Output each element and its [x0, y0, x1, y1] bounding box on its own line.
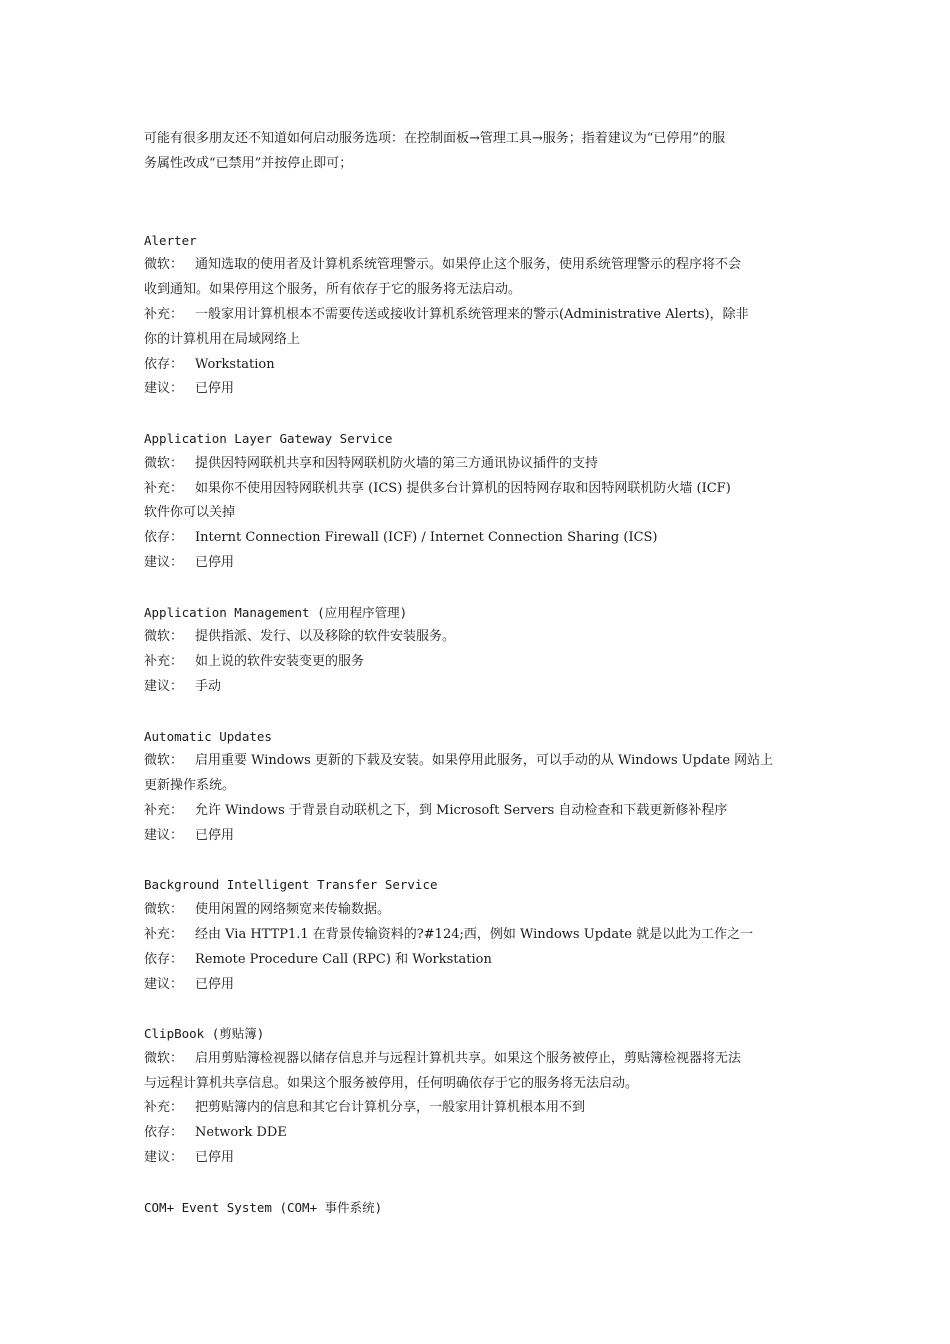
microsoft-description-value: 使用闲置的网络频宽来传输数据。 — [195, 902, 391, 918]
microsoft-description-row — [144, 625, 810, 650]
microsoft-description-label: 微软： — [144, 629, 184, 645]
supplement-row — [144, 799, 810, 824]
microsoft-description-value: 提供因特网联机共享和因特网联机防火墙的第三方通讯协议插件的支持 — [195, 455, 599, 471]
microsoft-description-row — [144, 898, 810, 923]
recommendation-value: 已停用 — [195, 381, 235, 397]
service-name: Automatic Updates — [144, 728, 272, 744]
microsoft-description-row — [144, 749, 810, 774]
supplement-continuation: 你的计算机用在局域网络上 — [144, 331, 301, 347]
supplement-label: 补充： — [144, 926, 184, 942]
microsoft-description-label: 微软： — [144, 455, 184, 471]
microsoft-description-label: 微软： — [144, 902, 184, 918]
microsoft-description-row — [144, 253, 810, 278]
recommendation-row — [144, 1146, 810, 1171]
service-entry — [144, 229, 810, 403]
dependency-value: Remote Procedure Call (RPC) 和 Workstation — [195, 951, 492, 967]
recommendation-value: 已停用 — [195, 827, 235, 843]
service-name: ClipBook (剪贴簿) — [144, 1026, 265, 1042]
service-name: Alerter — [144, 232, 197, 248]
microsoft-description-continuation: 收到通知。如果停用这个服务，所有依存于它的服务将无法启动。 — [144, 282, 522, 298]
supplement-row — [144, 923, 810, 948]
microsoft-description-row — [144, 452, 810, 477]
microsoft-description-label: 微软： — [144, 257, 184, 273]
recommendation-row — [144, 675, 810, 700]
supplement-value: 经由 Via HTTP1.1 在背景传输资料的?#124;西，例如 Windows Update 就是以此为工作之一 — [195, 926, 754, 942]
recommendation-label: 建议： — [144, 678, 184, 694]
recommendation-row — [144, 973, 810, 998]
microsoft-description-label: 微软： — [144, 753, 184, 769]
supplement-row — [144, 303, 810, 328]
dependency-label: 依存： — [144, 530, 184, 546]
service-entry — [144, 601, 810, 700]
service-list — [144, 229, 810, 1221]
supplement-value: 如上说的软件安装变更的服务 — [195, 654, 365, 670]
recommendation-row — [144, 377, 810, 402]
dependency-label: 依存： — [144, 951, 184, 967]
service-entry — [144, 725, 810, 849]
dependency-row — [144, 948, 810, 973]
dependency-row — [144, 526, 810, 551]
document-page — [144, 127, 810, 1245]
recommendation-value: 已停用 — [195, 554, 235, 570]
dependency-value: Workstation — [195, 356, 275, 372]
supplement-label: 补充： — [144, 306, 184, 322]
microsoft-description-value: 通知选取的使用者及计算机系统管理警示。如果停止这个服务，使用系统管理警示的程序将不会 — [195, 257, 742, 273]
service-entry — [144, 1022, 810, 1171]
dependency-label: 依存： — [144, 1125, 184, 1141]
intro-paragraph — [144, 127, 810, 177]
microsoft-description-continuation: 与远程计算机共享信息。如果这个服务被停用，任何明确依存于它的服务将无法启动。 — [144, 1075, 639, 1091]
dependency-row — [144, 353, 810, 378]
recommendation-label: 建议： — [144, 381, 184, 397]
service-entry — [144, 873, 810, 997]
supplement-value: 把剪贴簿内的信息和其它台计算机分享，一般家用计算机根本用不到 — [195, 1100, 586, 1116]
dependency-value: Internt Connection Firewall (ICF) / Internet Connection Sharing (ICS) — [195, 530, 658, 546]
service-name: Application Layer Gateway Service — [144, 430, 393, 446]
recommendation-value: 已停用 — [195, 1150, 235, 1166]
recommendation-label: 建议： — [144, 554, 184, 570]
supplement-row — [144, 477, 810, 502]
supplement-row — [144, 1096, 810, 1121]
microsoft-description-label: 微软： — [144, 1050, 184, 1066]
recommendation-label: 建议： — [144, 827, 184, 843]
recommendation-label: 建议： — [144, 1150, 184, 1166]
supplement-label: 补充： — [144, 480, 184, 496]
microsoft-description-value: 提供指派、发行、以及移除的软件安装服务。 — [195, 629, 456, 645]
supplement-continuation: 软件你可以关掉 — [144, 505, 236, 521]
supplement-label: 补充： — [144, 654, 184, 670]
microsoft-description-row — [144, 1047, 810, 1072]
recommendation-row — [144, 551, 810, 576]
intro-line: 务属性改成“已禁用”并按停止即可； — [144, 155, 353, 171]
service-name: Application Management (应用程序管理) — [144, 604, 408, 620]
recommendation-value: 手动 — [195, 678, 222, 694]
supplement-label: 补充： — [144, 802, 184, 818]
dependency-value: Network DDE — [195, 1125, 287, 1141]
supplement-row — [144, 650, 810, 675]
microsoft-description-continuation: 更新操作系统。 — [144, 778, 236, 794]
microsoft-description-value: 启用重要 Windows 更新的下载及安装。如果停用此服务，可以手动的从 Windows Update 网站上 — [195, 753, 774, 769]
microsoft-description-value: 启用剪贴簿检视器以储存信息并与远程计算机共享。如果这个服务被停止，剪贴簿检视器将无法 — [195, 1050, 742, 1066]
recommendation-value: 已停用 — [195, 976, 235, 992]
service-name: COM+ Event System (COM+ 事件系统) — [144, 1199, 383, 1215]
recommendation-row — [144, 824, 810, 849]
supplement-value: 如果你不使用因特网联机共享 (ICS) 提供多台计算机的因特网存取和因特网联机防火墙 (ICF) — [195, 480, 731, 496]
dependency-label: 依存： — [144, 356, 184, 372]
intro-line: 可能有很多朋友还不知道如何启动服务选项：在控制面板→管理工具→服务；指着建议为“已停用”的服 — [144, 131, 726, 146]
service-entry — [144, 1196, 810, 1221]
recommendation-label: 建议： — [144, 976, 184, 992]
service-entry — [144, 427, 810, 576]
supplement-value: 允许 Windows 于背景自动联机之下，到 Microsoft Servers 自动检查和下载更新修补程序 — [195, 802, 728, 818]
service-name: Background Intelligent Transfer Service — [144, 877, 438, 893]
supplement-value: 一般家用计算机根本不需要传送或接收计算机系统管理来的警示(Administrative Alerts)，除非 — [195, 306, 749, 322]
dependency-row — [144, 1121, 810, 1146]
supplement-label: 补充： — [144, 1100, 184, 1116]
